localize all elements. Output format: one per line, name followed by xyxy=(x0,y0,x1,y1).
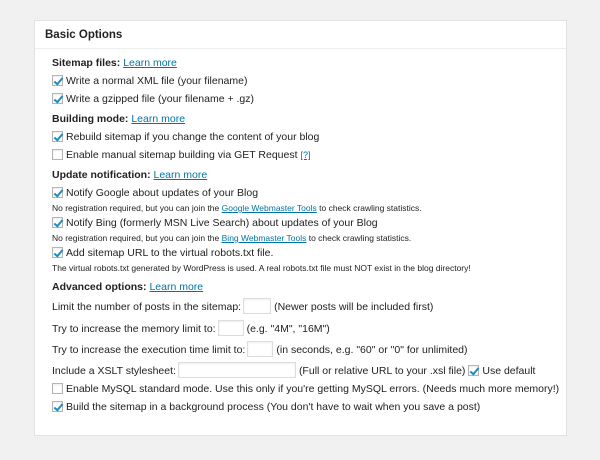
limit-posts-row xyxy=(52,298,433,314)
notify-google-checkbox[interactable] xyxy=(52,187,63,198)
robots-label: Add sitemap URL to the virtual robots.txt file. xyxy=(66,247,274,259)
manual-build-option[interactable] xyxy=(52,148,310,162)
manual-build-label: Enable manual sitemap building via GET Request xyxy=(66,149,298,161)
xslt-row xyxy=(52,362,535,378)
xml-file-checkbox[interactable] xyxy=(52,75,63,86)
notify-bing-option[interactable] xyxy=(52,216,378,230)
sitemap-files-label: Sitemap files: xyxy=(52,57,121,69)
robots-checkbox[interactable] xyxy=(52,247,63,258)
building-mode-learn-more-link[interactable]: Learn more xyxy=(131,113,186,125)
memory-limit-row xyxy=(52,320,330,336)
bing-note-text-end: to check crawling statistics. xyxy=(306,233,412,243)
mysql-label: Enable MySQL standard mode. Use this only if you're getting MySQL errors. (Needs much more memory!) xyxy=(66,383,560,395)
advanced-options-label: Advanced options: xyxy=(52,281,147,293)
rebuild-checkbox[interactable] xyxy=(52,131,63,142)
building-mode-heading xyxy=(52,112,185,126)
exec-time-input[interactable] xyxy=(247,341,273,357)
exec-time-row xyxy=(52,341,468,357)
limit-posts-label: Limit the number of posts in the sitemap: xyxy=(52,301,242,313)
exec-time-hint: (in seconds, e.g. "60" or "0" for unlimited) xyxy=(276,344,468,356)
xml-file-label: Write a normal XML file (your filename) xyxy=(66,75,248,87)
memory-limit-input[interactable] xyxy=(218,320,244,336)
background-label: Build the sitemap in a background process (You don't have to wait when you save a post) xyxy=(66,401,481,413)
background-option[interactable] xyxy=(52,400,480,414)
notify-bing-checkbox[interactable] xyxy=(52,217,63,228)
notify-bing-label: Notify Bing (formerly MSN Live Search) about updates of your Blog xyxy=(66,217,378,229)
update-notification-heading xyxy=(52,168,207,182)
memory-limit-label: Try to increase the memory limit to: xyxy=(52,323,216,335)
limit-posts-input[interactable] xyxy=(243,298,271,314)
google-webmaster-tools-link[interactable]: Google Webmaster Tools xyxy=(221,203,317,213)
manual-build-checkbox[interactable] xyxy=(52,149,63,160)
basic-options-panel xyxy=(34,20,567,436)
bing-note-text: No registration required, but you can join the xyxy=(52,233,222,243)
building-mode-label: Building mode: xyxy=(52,113,129,125)
memory-limit-hint: (e.g. "4M", "16M") xyxy=(246,323,330,335)
bing-webmaster-tools-link[interactable]: Bing Webmaster Tools xyxy=(221,233,307,243)
advanced-options-heading xyxy=(52,280,203,294)
xslt-input[interactable] xyxy=(178,362,296,378)
sitemap-files-learn-more-link[interactable]: Learn more xyxy=(123,57,177,69)
bing-note xyxy=(52,231,411,245)
exec-time-label: Try to increase the execution time limit to: xyxy=(52,344,246,356)
rebuild-option[interactable] xyxy=(52,130,319,144)
mysql-checkbox[interactable] xyxy=(52,383,63,394)
gzip-file-label: Write a gzipped file (your filename + .gz) xyxy=(66,93,255,105)
mysql-option[interactable] xyxy=(52,382,559,396)
robots-option[interactable] xyxy=(52,246,273,260)
panel-title: Basic Options xyxy=(35,21,566,49)
use-default-checkbox[interactable] xyxy=(468,365,479,376)
limit-posts-hint: (Newer posts will be included first) xyxy=(274,301,434,313)
background-checkbox[interactable] xyxy=(52,401,63,412)
rebuild-label: Rebuild sitemap if you change the content of your blog xyxy=(66,131,320,143)
xslt-hint: (Full or relative URL to your .xsl file) xyxy=(298,365,466,377)
gzip-file-checkbox[interactable] xyxy=(52,93,63,104)
use-default-label: Use default xyxy=(482,365,536,377)
google-note-text: No registration required, but you can join the xyxy=(52,203,222,213)
notify-google-label: Notify Google about updates of your Blog xyxy=(66,187,259,199)
help-link[interactable]: [?] xyxy=(300,150,311,160)
robots-note: The virtual robots.txt generated by WordPress is used. A real robots.txt file must NOT exist in the blog directory! xyxy=(52,263,471,273)
sitemap-files-heading xyxy=(52,56,177,70)
update-notification-label: Update notification: xyxy=(52,169,151,181)
notify-google-option[interactable] xyxy=(52,186,258,200)
google-note xyxy=(52,201,422,215)
xslt-label: Include a XSLT stylesheet: xyxy=(52,365,176,377)
xml-file-option[interactable] xyxy=(52,74,247,88)
update-notification-learn-more-link[interactable]: Learn more xyxy=(153,169,208,181)
google-note-text-end: to check crawling statistics. xyxy=(316,203,422,213)
gzip-file-option[interactable] xyxy=(52,92,254,106)
advanced-options-learn-more-link[interactable]: Learn more xyxy=(149,281,204,293)
